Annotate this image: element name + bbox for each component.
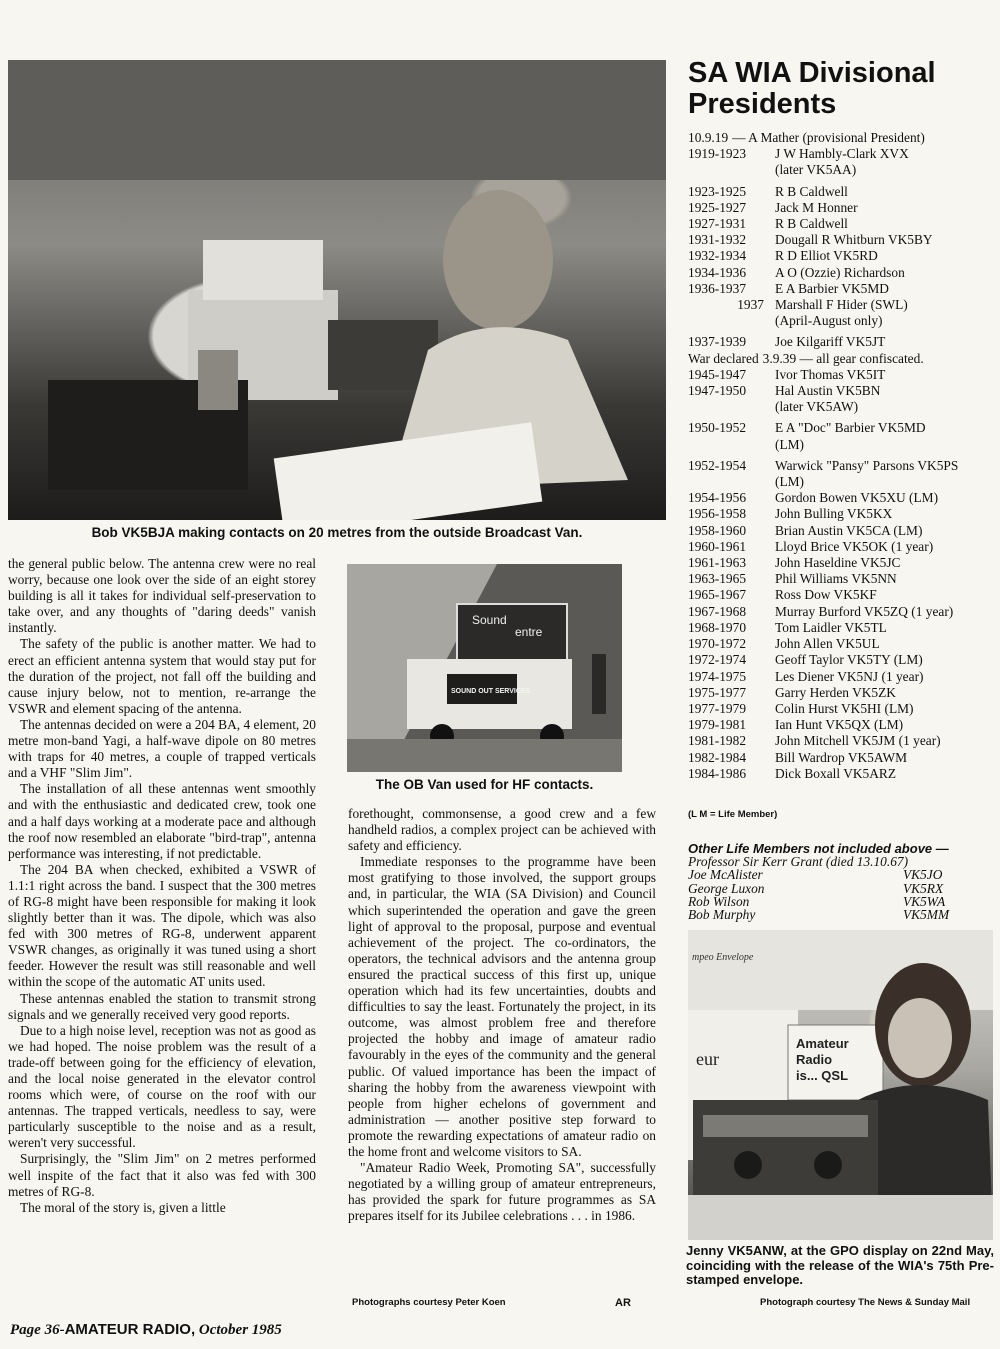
president-note: (April-August only) xyxy=(775,313,883,329)
president-row xyxy=(688,216,993,232)
president-name-text: E A "Doc" Barbier VK5MD xyxy=(775,420,926,436)
president-name xyxy=(775,669,993,685)
president-name-text: Ivor Thomas VK5IT xyxy=(775,366,886,382)
president-name xyxy=(763,351,993,367)
president-row xyxy=(688,685,993,701)
president-name xyxy=(775,685,993,701)
van-sign-left: Sound xyxy=(472,613,507,627)
president-name-text: E A Barbier VK5MD xyxy=(775,280,889,296)
president-name-text: — A Mather (provisional President) xyxy=(732,130,925,145)
envelope-text: mpeo Envelope xyxy=(692,952,754,963)
life-member-name: Joe McAlister xyxy=(688,867,763,883)
president-name xyxy=(775,620,993,636)
paragraph: The moral of the story is, given a little xyxy=(20,1199,226,1215)
president-row xyxy=(688,587,993,603)
president-name xyxy=(775,265,993,281)
president-row xyxy=(688,248,993,264)
president-row xyxy=(688,669,993,685)
president-name xyxy=(732,130,993,146)
president-name-text: Hal Austin VK5BN xyxy=(775,383,881,399)
president-row xyxy=(688,367,993,383)
president-row xyxy=(688,652,993,668)
president-row xyxy=(688,420,993,452)
life-member-row xyxy=(688,882,993,895)
president-years: 1967-1968 xyxy=(688,603,747,619)
magazine-name: AMATEUR RADIO, xyxy=(64,1321,196,1338)
president-name-text: Garry Herden VK5ZK xyxy=(775,684,896,700)
president-name-text: Murray Burford VK5ZQ (1 year) xyxy=(775,603,954,619)
life-member-name: Rob Wilson xyxy=(688,893,750,909)
president-years: 1975-1977 xyxy=(688,684,747,700)
display-line2: Radio xyxy=(796,1052,833,1067)
president-name xyxy=(775,506,993,522)
jenny-photo-credit: Photograph courtesy The News & Sunday Mail xyxy=(760,1297,971,1308)
president-years: 1970-1972 xyxy=(688,636,747,652)
president-row xyxy=(688,717,993,733)
president-row xyxy=(688,555,993,571)
president-years: 1937-1939 xyxy=(688,334,747,350)
issue-date: October 1985 xyxy=(195,1322,282,1338)
president-row xyxy=(688,458,993,490)
president-name xyxy=(775,571,993,587)
president-years: 1952-1954 xyxy=(688,457,747,473)
president-years: 1958-1960 xyxy=(688,522,747,538)
ob-van-photo-art xyxy=(347,564,622,772)
president-name-text: John Bulling VK5KX xyxy=(775,506,893,522)
display-left-text: eur xyxy=(696,1049,719,1069)
president-row xyxy=(688,281,993,297)
president-name-text: Gordon Bowen VK5XU (LM) xyxy=(775,490,939,506)
sidebar-title: SA WIA Divisional Presidents xyxy=(688,57,936,120)
president-name-text: Jack M Honner xyxy=(775,199,858,215)
author-initials: AR xyxy=(615,1297,631,1309)
president-row xyxy=(688,184,993,200)
president-years: 1950-1952 xyxy=(688,420,747,436)
main-photo-caption: Bob VK5BJA making contacts on 20 metres from the outside Broadcast Van. xyxy=(91,525,583,540)
president-name xyxy=(775,766,993,782)
operator-photo-art xyxy=(8,60,666,520)
president-name xyxy=(775,184,993,200)
president-years: 1925-1927 xyxy=(688,199,747,215)
president-name xyxy=(775,146,993,178)
president-years: 1972-1974 xyxy=(688,652,747,668)
president-name-text: R B Caldwell xyxy=(775,183,848,199)
president-note: (later VK5AW) xyxy=(775,399,859,415)
president-years: 1934-1936 xyxy=(688,264,747,280)
president-name-text: John Haseldine VK5JC xyxy=(775,555,901,571)
president-name xyxy=(775,248,993,264)
van-photo-caption: The OB Van used for HF contacts. xyxy=(375,777,594,792)
president-name xyxy=(775,383,993,415)
president-name xyxy=(775,587,993,603)
paragraph: Surprisingly, the "Slim Jim" on 2 metres performed well inspite of the fact that it also was fed with 300 metres of RG-8. xyxy=(8,1151,316,1199)
president-years: 1977-1979 xyxy=(688,700,747,716)
president-years: 1965-1967 xyxy=(688,587,747,603)
president-row xyxy=(688,523,993,539)
president-name xyxy=(775,750,993,766)
president-row xyxy=(688,265,993,281)
photo-credit: Photographs courtesy Peter Koen xyxy=(352,1297,506,1308)
president-row xyxy=(688,620,993,636)
other-life-members xyxy=(688,842,993,921)
middle-column xyxy=(348,806,656,1224)
president-row xyxy=(688,232,993,248)
van-sign-right: entre xyxy=(515,625,543,639)
president-row xyxy=(688,334,993,350)
president-row xyxy=(688,539,993,555)
president-years: 1947-1950 xyxy=(688,383,747,399)
life-member-name: Bob Murphy xyxy=(688,907,756,923)
president-years: 1963-1965 xyxy=(688,571,747,587)
president-years: 1974-1975 xyxy=(688,668,747,684)
president-note: (LM) xyxy=(775,474,805,490)
president-row xyxy=(688,636,993,652)
president-name-text: Joe Kilgariff VK5JT xyxy=(775,334,886,350)
operator-photo xyxy=(8,60,666,520)
president-name-text: Phil Williams VK5NN xyxy=(775,571,897,587)
president-row xyxy=(688,733,993,749)
president-row xyxy=(688,146,993,178)
paragraph: Due to a high noise level, reception was not as good as we had hoped. The noise problem was the result of a trade-off between going for the efficiency of elevation, and the local noise generated in the elevator control rooms which were, of course on the roof with our antennas. The trapped verticals, needless to say, were particularly susceptible to the noise and as a result, weren't very successful. xyxy=(8,1022,316,1151)
president-name-text: Dougall R Whitburn VK5BY xyxy=(775,232,933,248)
president-years: 1936-1937 xyxy=(688,280,747,296)
president-name xyxy=(775,420,993,452)
display-line3: is... QSL xyxy=(796,1068,849,1083)
life-member-callsign: VK5MM xyxy=(903,907,950,923)
life-member-note: (L M = Life Member) xyxy=(688,809,778,820)
president-name-text: Les Diener VK5NJ (1 year) xyxy=(775,668,924,684)
president-row xyxy=(688,766,993,782)
president-name xyxy=(775,200,993,216)
president-row xyxy=(688,571,993,587)
president-years: War declared xyxy=(688,350,759,366)
paragraph: The 204 BA when checked, exhibited a VSWR of 1.1:1 right across the band. I suspect that the 300 metres of RG-8 might have been responsible for making it look slightly better than it was. The dipole, which was also fed with 300 metres of RG-8, underwent apparent VSWR changes, as originally it was tuned using a short feeder. However the result was still reasonable and well within the scope of the automatic AT units used. xyxy=(8,861,316,990)
president-name xyxy=(775,281,993,297)
president-row xyxy=(688,383,993,415)
president-name xyxy=(775,604,993,620)
paragraph: The installation of all these antennas went smoothly and with the enthusiastic and dedicated crew, took one and a half days working at a moderate pace and although the roof now resembled an elaborate "bird-trap", antenna performance was interesting, if not predictable. xyxy=(8,781,316,861)
jenny-photo-art xyxy=(688,930,993,1240)
president-years: 1968-1970 xyxy=(688,619,747,635)
paragraph: The safety of the public is another matter. We had to erect an efficient antenna system that would stay put for the duration of the project, not fall off the building and cause injury below, not to mention, re-arrange the VSWR and element spacing of the antenna. xyxy=(8,636,316,716)
president-name xyxy=(775,367,993,383)
president-name xyxy=(775,652,993,668)
president-years: 1984-1986 xyxy=(688,765,747,781)
president-name-text: Geoff Taylor VK5TY (LM) xyxy=(775,652,923,668)
president-years: 1960-1961 xyxy=(688,538,747,554)
paragraph: The antennas decided on were a 204 BA, 4 element, 20 metre mon-band Yagi, a half-wave dipole on 80 metres with traps for 40 metres, a couple of trapped verticals and a VHF "Slim Jim". xyxy=(8,716,316,781)
president-years: 1956-1958 xyxy=(688,506,747,522)
president-name-text: A O (Ozzie) Richardson xyxy=(775,264,905,280)
president-name-text: Colin Hurst VK5HI (LM) xyxy=(775,700,914,716)
president-name-text: John Mitchell VK5JM (1 year) xyxy=(775,733,941,749)
president-name xyxy=(775,458,993,490)
president-name xyxy=(775,523,993,539)
president-name xyxy=(775,717,993,733)
paragraph: Immediate responses to the programme have been most gratifying to those involved, the support groups and, in particular, the WIA (SA Division) and Council which superintended the operation and gave the green light of approval to the proposal, purpose and eventual achievement of the project. The co-ordinators, the operators, the technical advisors and the antenna group ensured the practical success of this first up, unique operation which had its few uncertainties, doubts and difficulties to say the least. Fortunately the project, in its outcome, was almost problem free and therefore projected the hobby and image of amateur radio favourably in the eyes of the community and the general public. Of valued importance has been the impact of sharing the hobby from the awareness viewpoint with people from higher echelons of government and administration — another positive step forward to promote the rewarding expectations of amateur radio on the home front and welcome visitors to SA. xyxy=(348,854,656,1159)
president-name-text: Marshall F Hider (SWL) xyxy=(775,297,908,313)
president-name-text: R B Caldwell xyxy=(775,216,848,232)
van-banner: SOUND OUT SERVICES xyxy=(451,688,531,695)
ob-van-photo xyxy=(347,564,622,772)
page-number: Page 36- xyxy=(10,1322,65,1338)
paragraph: forethought, commonsense, a good crew and a few handheld radios, a complex project can be achieved with safety and efficiency. xyxy=(348,806,656,854)
president-row xyxy=(688,351,993,367)
life-member-callsign: VK5RX xyxy=(903,880,944,896)
other-life-members-heading: Other Life Members not included above — xyxy=(688,841,949,856)
life-member-name: Professor Sir Kerr Grant (died 13.10.67) xyxy=(688,854,909,870)
president-row xyxy=(688,200,993,216)
president-note: (later VK5AA) xyxy=(775,162,857,178)
page-footer xyxy=(10,1321,282,1339)
jenny-photo-caption: Jenny VK5ANW, at the GPO display on 22nd May, coinciding with the release of the WIA's 75th Pre-stamped envelope. xyxy=(686,1243,994,1287)
president-years: 1931-1932 xyxy=(688,232,747,248)
president-row xyxy=(688,750,993,766)
president-years: 1927-1931 xyxy=(688,216,747,232)
president-years: 10.9.19 xyxy=(688,130,729,145)
president-years: 1979-1981 xyxy=(688,717,747,733)
president-years: 1981-1982 xyxy=(688,733,747,749)
life-member-row xyxy=(688,868,993,881)
president-name xyxy=(775,216,993,232)
president-row xyxy=(688,506,993,522)
president-years: 1954-1956 xyxy=(688,490,747,506)
president-name-text: Brian Austin VK5CA (LM) xyxy=(775,522,923,538)
president-name xyxy=(775,733,993,749)
president-name-text: Ross Dow VK5KF xyxy=(775,587,877,603)
president-row xyxy=(688,297,993,329)
president-name xyxy=(775,539,993,555)
president-name-text: R D Elliot VK5RD xyxy=(775,248,878,264)
president-name-text: Ian Hunt VK5QX (LM) xyxy=(775,717,904,733)
president-years: 1945-1947 xyxy=(688,366,747,382)
left-column xyxy=(8,556,316,1216)
president-years: 1961-1963 xyxy=(688,555,747,571)
president-row xyxy=(688,604,993,620)
president-name xyxy=(775,297,993,329)
president-name xyxy=(775,636,993,652)
president-name-text: Lloyd Brice VK5OK (1 year) xyxy=(775,538,934,554)
paragraph: the general public below. The antenna crew were no real worry, because one look over the side of an eight storey building is all it takes for individual self-preservation to take over, and any thoughts of "daring deeds" vanish instantly. xyxy=(8,556,316,636)
life-member-callsign: VK5JO xyxy=(903,867,943,883)
display-line1: Amateur xyxy=(796,1036,849,1051)
life-member-name: George Luxon xyxy=(688,880,765,896)
president-name-text: Dick Boxall VK5ARZ xyxy=(775,765,897,781)
president-row xyxy=(688,130,993,146)
president-note: (LM) xyxy=(775,436,805,452)
president-years: 1923-1925 xyxy=(688,183,747,199)
president-name-text: Tom Laidler VK5TL xyxy=(775,619,887,635)
paragraph: "Amateur Radio Week, Promoting SA", successfully negotiated by a willing group of amateur entrepreneurs, has provided the spark for future programmes as SA prepares itself for its Jubilee celebrations . . . in 1986. xyxy=(348,1160,656,1224)
president-row xyxy=(688,701,993,717)
life-member-row xyxy=(688,908,993,921)
president-row xyxy=(688,490,993,506)
president-name xyxy=(775,701,993,717)
paragraph: These antennas enabled the station to transmit strong signals and we generally received very good reports. xyxy=(8,990,316,1022)
president-name-text: 3.9.39 — all gear confiscated. xyxy=(762,350,924,366)
president-name xyxy=(775,334,993,350)
president-years: 1937 xyxy=(737,297,764,313)
president-years: 1932-1934 xyxy=(688,248,747,264)
life-member-callsign: VK5WA xyxy=(903,893,946,909)
president-name xyxy=(775,490,993,506)
president-name-text: J W Hambly-Clark XVX xyxy=(775,146,909,162)
presidents-list xyxy=(688,130,993,782)
president-name xyxy=(775,232,993,248)
president-name xyxy=(775,555,993,571)
jenny-photo xyxy=(688,930,993,1240)
president-years: 1919-1923 xyxy=(688,146,747,162)
president-years: 1982-1984 xyxy=(688,749,747,765)
president-name-text: Warwick "Pansy" Parsons VK5PS xyxy=(775,457,959,473)
president-name-text: John Allen VK5UL xyxy=(775,636,880,652)
president-name-text: Bill Wardrop VK5AWM xyxy=(775,749,907,765)
